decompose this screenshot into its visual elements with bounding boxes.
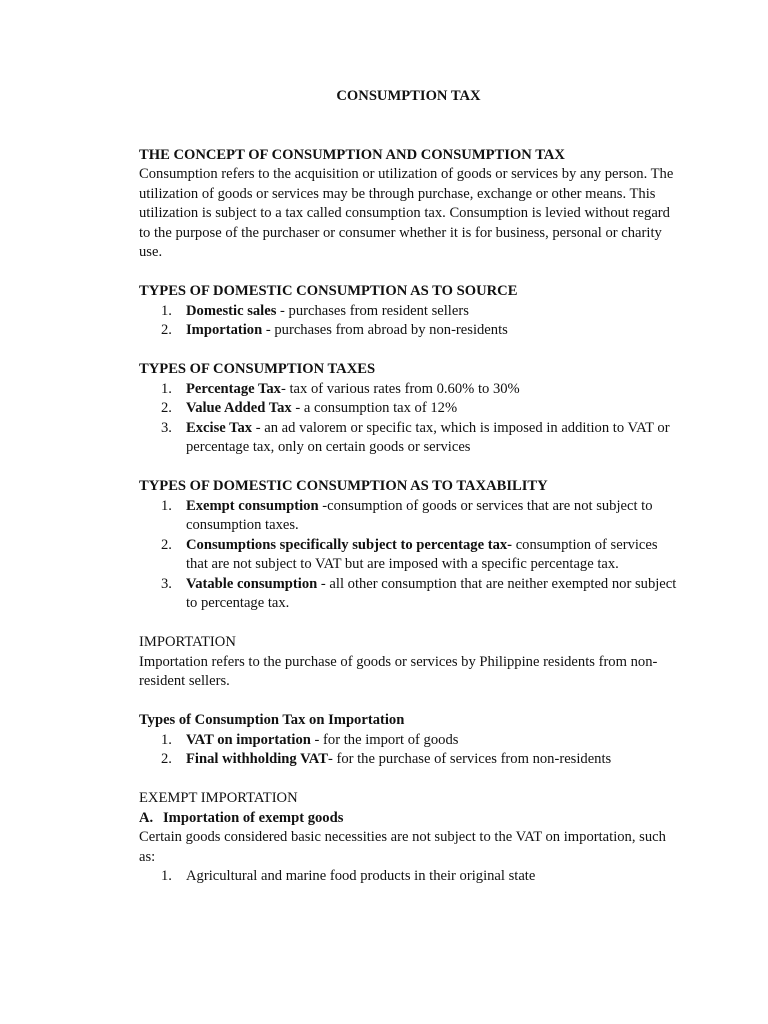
list-number: 3.	[161, 419, 172, 436]
list-item	[139, 399, 679, 419]
list-term: Value Added Tax	[186, 400, 292, 416]
document-content	[139, 87, 679, 887]
list-number: 1.	[161, 731, 172, 748]
section-heading-exempt-importation: EXEMPT IMPORTATION	[139, 790, 298, 806]
list-number: 2.	[161, 322, 172, 338]
list-term: Consumptions specifically subject to percentage tax-	[186, 536, 513, 553]
list-term: Excise Tax	[186, 419, 253, 436]
list-item	[139, 497, 679, 536]
list-term: Exempt consumption	[186, 497, 319, 514]
list-text: - a consumption tax of 12%	[291, 400, 458, 416]
section-heading-concept: THE CONCEPT OF CONSUMPTION AND CONSUMPTION TAX	[139, 146, 565, 163]
list-term: Domestic sales	[186, 302, 277, 319]
list-term: Vatable consumption	[186, 575, 318, 592]
list-number: 3.	[161, 575, 172, 592]
list-text: - all other consumption that are neither exempted nor subject to percentage tax.	[186, 575, 677, 611]
list-number: 1.	[161, 302, 172, 319]
importation-types-list	[139, 731, 679, 770]
list-term: VAT on importation	[186, 731, 311, 748]
list-number: 2.	[161, 751, 172, 767]
list-text: - purchases from resident sellers	[276, 302, 469, 319]
list-term: Importation	[186, 322, 263, 338]
list-item	[139, 575, 679, 614]
list-number: 2.	[161, 400, 172, 416]
section-heading-consumption-taxes: TYPES OF CONSUMPTION TAXES	[139, 361, 376, 377]
list-text: - an ad valorem or specific tax, which is imposed in addition to VAT or percentage tax, only on certain goods or services	[186, 419, 670, 455]
list-item	[139, 302, 679, 322]
list-text: - for the import of goods	[310, 731, 459, 748]
list-item	[139, 419, 679, 458]
list-item	[139, 380, 679, 400]
list-number: 1.	[161, 497, 172, 514]
list-item	[139, 321, 679, 341]
list-text: consumption of services that are not subject to VAT but are imposed with a specific percentage tax.	[186, 536, 658, 572]
taxability-list	[139, 497, 679, 614]
list-item	[139, 536, 679, 575]
list-text: - tax of various rates from 0.60% to 30%	[280, 380, 520, 397]
list-text: - for the purchase of services from non-residents	[327, 751, 612, 767]
subheading-exempt-goods	[139, 809, 679, 829]
section-heading-source: TYPES OF DOMESTIC CONSUMPTION AS TO SOURCE	[139, 283, 518, 299]
subheading-letter: A.	[139, 809, 154, 826]
importation-paragraph: Importation refers to the purchase of goods or services by Philippine residents from non-resident sellers.	[139, 653, 658, 689]
list-number: 1.	[161, 868, 172, 884]
list-item	[139, 750, 679, 770]
concept-paragraph: Consumption refers to the acquisition or utilization of goods or services by any person. The utilization of goods or services may be through purchase, exchange or other means. This utilization is subject to a tax called consumption tax. Consumption is levied without regard to the purpose of the purchaser or consumer whether it is for business, personal or charity use.	[139, 166, 674, 260]
list-number: 1.	[161, 380, 172, 397]
document-title: CONSUMPTION TAX	[336, 88, 481, 104]
list-term: Percentage Tax	[186, 380, 281, 397]
list-text: Agricultural and marine food products in their original state	[186, 868, 536, 884]
exempt-goods-paragraph: Certain goods considered basic necessities are not subject to the VAT on importation, such as:	[139, 829, 666, 865]
section-heading-importation: IMPORTATION	[139, 634, 236, 650]
list-text: -consumption of goods or services that are not subject to consumption taxes.	[186, 497, 653, 533]
list-item	[139, 867, 679, 887]
section-heading-importation-types: Types of Consumption Tax on Importation	[139, 712, 405, 728]
list-term: Final withholding VAT	[186, 751, 328, 767]
exempt-goods-list	[139, 867, 679, 887]
section-heading-taxability: TYPES OF DOMESTIC CONSUMPTION AS TO TAXABILITY	[139, 478, 548, 494]
list-text: - purchases from abroad by non-residents	[262, 322, 508, 338]
list-item	[139, 731, 679, 751]
consumption-taxes-list	[139, 380, 679, 458]
list-number: 2.	[161, 536, 172, 553]
source-list	[139, 302, 679, 341]
subheading-text: Importation of exempt goods	[163, 809, 344, 826]
